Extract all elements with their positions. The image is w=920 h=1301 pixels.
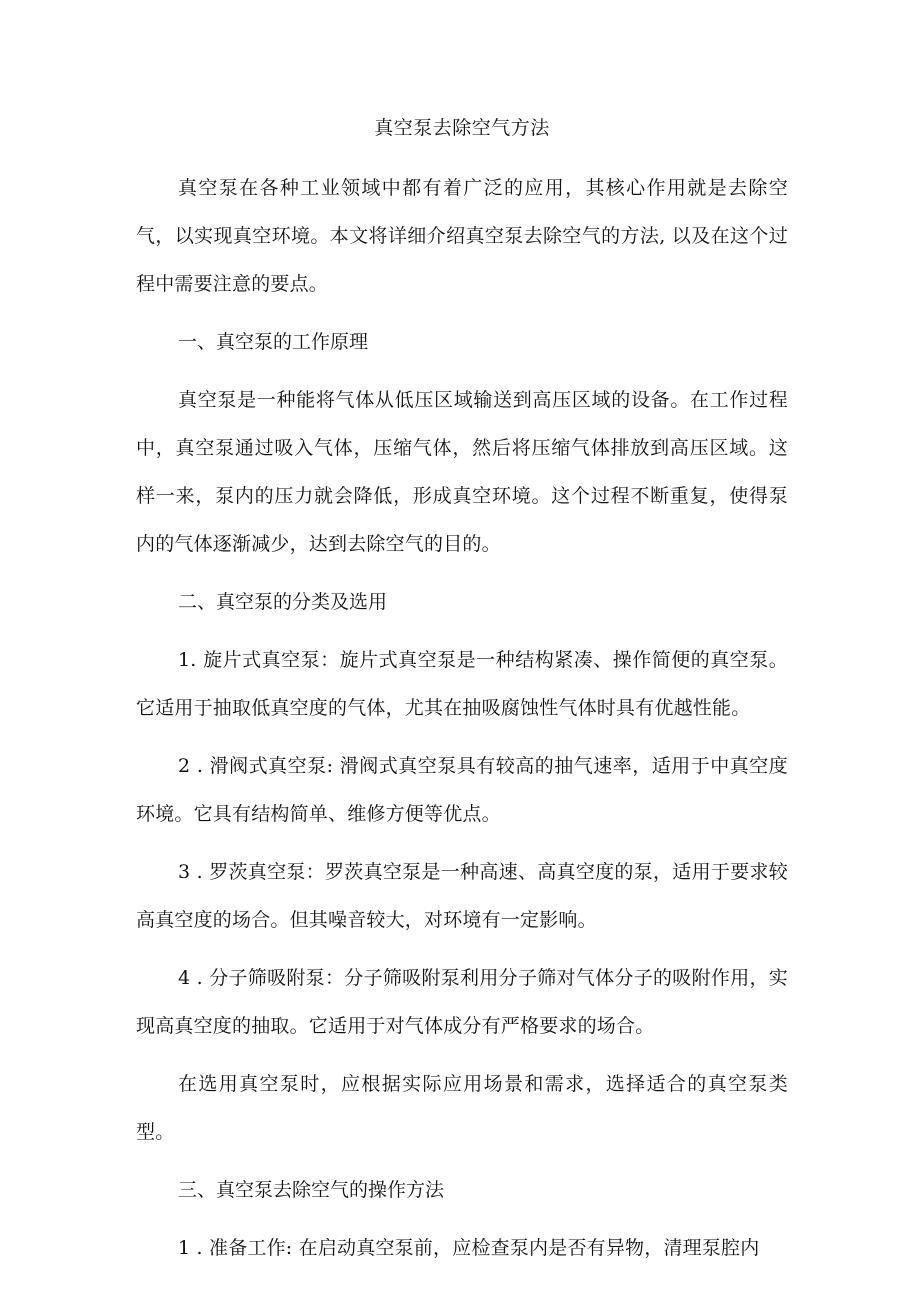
pump-type-molecular-sieve: 4 . 分子筛吸附泵：分子筛吸附泵利用分子筛对气体分子的吸附作用，实现高真空度的抽取。它适用于对气体成分有严格要求的场合。 [136,967,788,1037]
intro-paragraph: 真空泵在各种工业领域中都有着广泛的应用，其核心作用就是去除空气，以实现真空环境。本文将详细介绍真空泵去除空气的方法, 以及在这个过程中需要注意的要点。 [136,177,788,295]
selection-summary-paragraph: 在选用真空泵时，应根据实际应用场景和需求，选择适合的真空泵类型。 [136,1073,788,1143]
pump-type-slide-valve: 2 . 滑阀式真空泵: 滑阀式真空泵具有较高的抽气速率，适用于中真空度环境。它具有结构简单、维修方便等优点。 [136,755,788,825]
document-title: 真空泵去除空气方法 [374,117,550,139]
section-heading-classification: 二、真空泵的分类及选用 [178,591,388,613]
document-body [136,110,788,1282]
pump-type-roots: 3 . 罗茨真空泵：罗茨真空泵是一种高速、高真空度的泵，适用于要求较高真空度的场合。但其噪音较大，对环境有一定影响。 [136,861,788,931]
section-heading-operation-method: 三、真空泵去除空气的操作方法 [178,1179,445,1201]
working-principle-paragraph: 真空泵是一种能将气体从低压区域输送到高压区域的设备。在工作过程中，真空泵通过吸入气体，压缩气体，然后将压缩气体排放到高压区域。这样一来，泵内的压力就会降低，形成真空环境。这个过程不断重复，使得泵内的气体逐渐减少，达到去除空气的目的。 [136,389,788,555]
section-heading-working-principle: 一、真空泵的工作原理 [178,331,369,353]
pump-type-rotary-vane: 1. 旋片式真空泵：旋片式真空泵是一种结构紧凑、操作简便的真空泵。它适用于抽取低真空度的气体，尤其在抽吸腐蚀性气体时具有优越性能。 [136,649,788,719]
operation-step-preparation: 1 . 准备工作: 在启动真空泵前，应检查泵内是否有异物，清理泵腔内 [178,1237,760,1259]
